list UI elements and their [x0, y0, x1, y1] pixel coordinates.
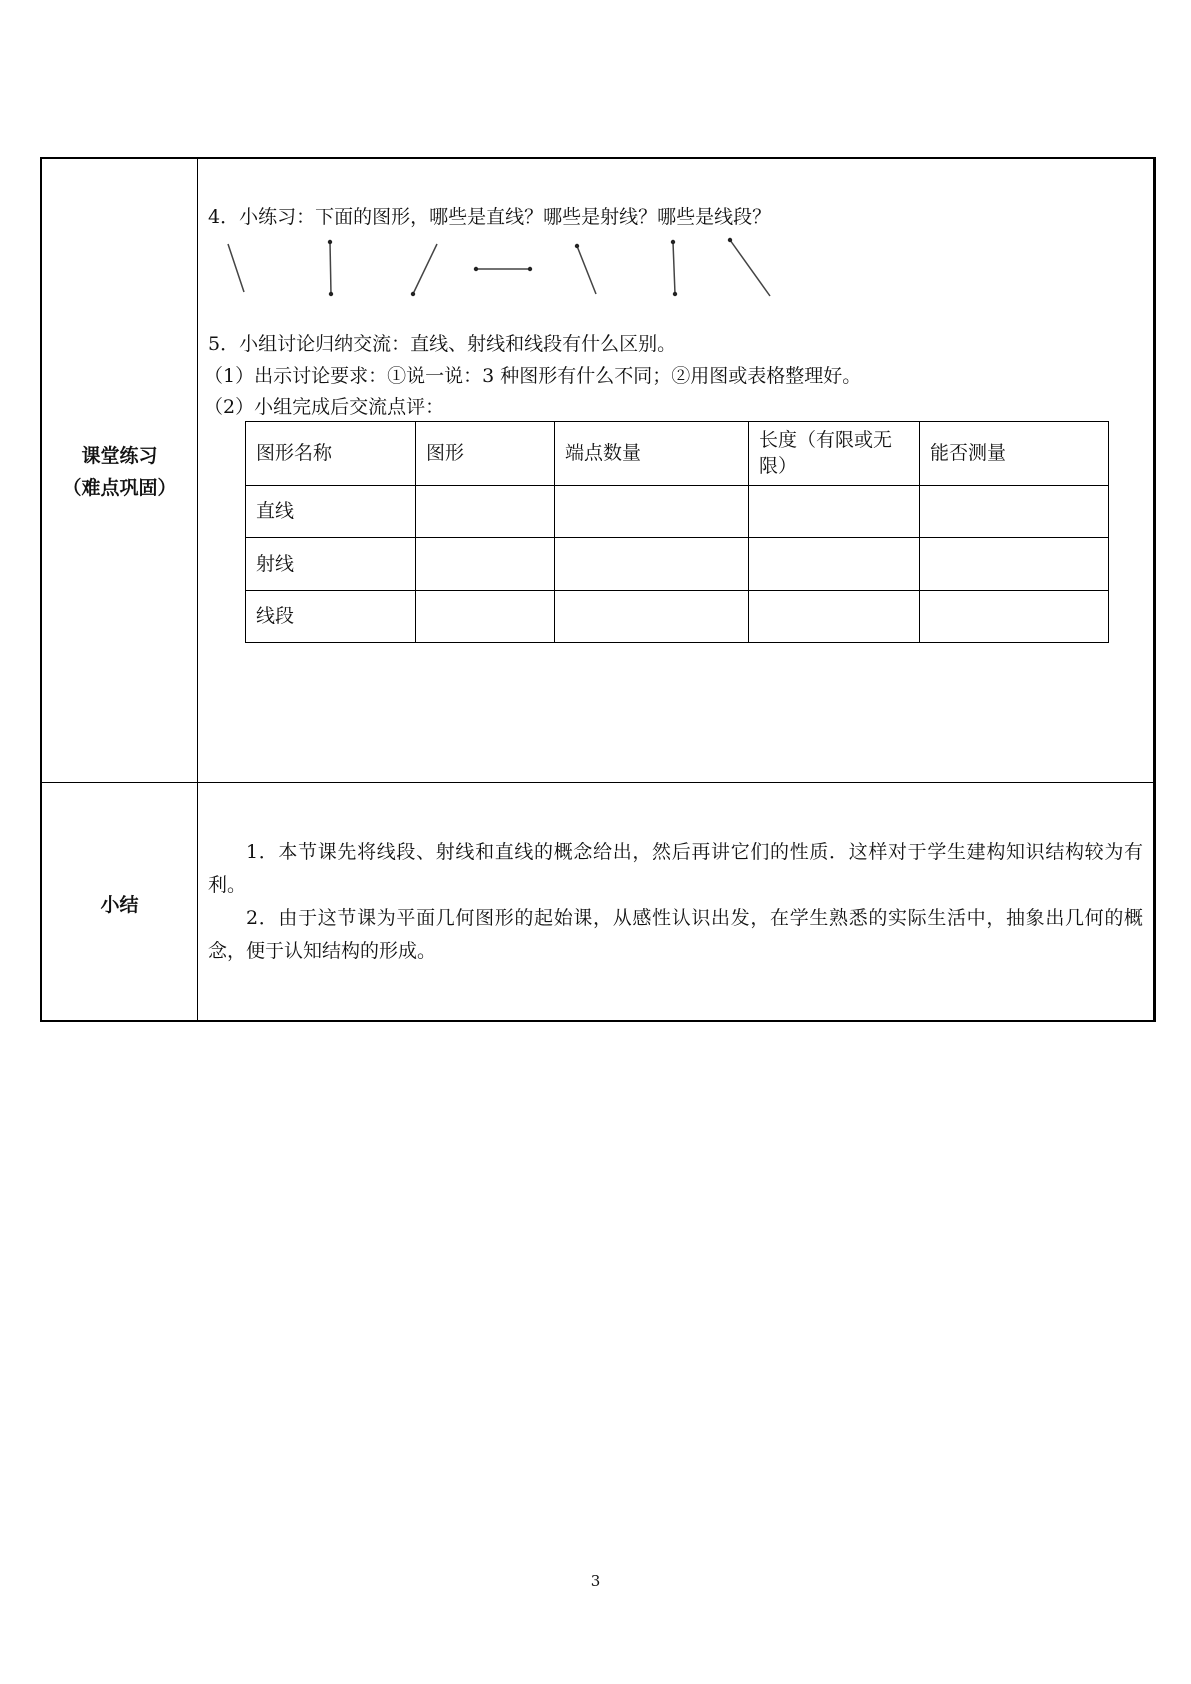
table-row [246, 538, 1109, 590]
column-divider [197, 159, 198, 1020]
table-cell[interactable] [749, 485, 920, 537]
figure-5-ray [575, 244, 596, 294]
table-cell[interactable] [920, 485, 1109, 537]
comparison-table [245, 421, 1109, 643]
exercise-5-text: 5．小组讨论归纳交流：直线、射线和线段有什么区别。 [208, 333, 677, 355]
figure-6-segment [671, 240, 677, 296]
table-cell[interactable] [416, 485, 555, 537]
summary-paragraph-2: 2．由于这节课为平面几何图形的起始课，从感性认识出发，在学生熟悉的实际生活中，抽象出几何的概念，便于认知结构的形成。 [208, 907, 1143, 962]
figure-7-ray [728, 238, 770, 296]
practice-label-line2: （难点巩固） [62, 477, 177, 499]
table-cell[interactable] [920, 538, 1109, 590]
table-row [246, 590, 1109, 643]
header-cell: 长度（有限或无限） [749, 422, 920, 486]
figure-2-segment [328, 240, 333, 296]
table-cell[interactable] [749, 590, 920, 643]
figure-3-ray [411, 244, 437, 296]
table-cell: 射线 [246, 538, 416, 590]
table-cell[interactable] [555, 485, 749, 537]
geometry-figures [200, 232, 800, 302]
summary-paragraph-1: 1．本节课先将线段、射线和直线的概念给出，然后再讲它们的性质．这样对于学生建构知识结构较为有利。 [208, 841, 1143, 896]
table-cell: 直线 [246, 485, 416, 537]
header-cell: 图形名称 [246, 422, 416, 486]
table-cell[interactable] [920, 590, 1109, 643]
figure-4-segment [474, 267, 532, 271]
exercise-5-sub1: （1）出示讨论要求：①说一说：3 种图形有什么不同；②用图或表格整理好。 [204, 365, 862, 387]
table-cell[interactable] [555, 590, 749, 643]
table-header-row [246, 422, 1109, 486]
row-divider [42, 782, 1153, 783]
summary-label: 小结 [100, 894, 139, 916]
practice-label-line1: 课堂练习 [81, 445, 158, 467]
page-number: 3 [590, 1572, 601, 1590]
header-cell: 端点数量 [555, 422, 749, 486]
table-cell: 线段 [246, 590, 416, 643]
practice-label [42, 440, 197, 504]
header-cell: 能否测量 [920, 422, 1109, 486]
header-cell: 图形 [416, 422, 555, 486]
table-cell[interactable] [555, 538, 749, 590]
table-cell[interactable] [416, 538, 555, 590]
table-cell[interactable] [749, 538, 920, 590]
figure-1-line [228, 244, 244, 292]
table-row [246, 485, 1109, 537]
table-cell[interactable] [416, 590, 555, 643]
exercise-4-text: 4．小练习：下面的图形，哪些是直线？哪些是射线？哪些是线段？ [208, 206, 772, 228]
exercise-5-sub2: （2）小组完成后交流点评： [204, 396, 445, 418]
